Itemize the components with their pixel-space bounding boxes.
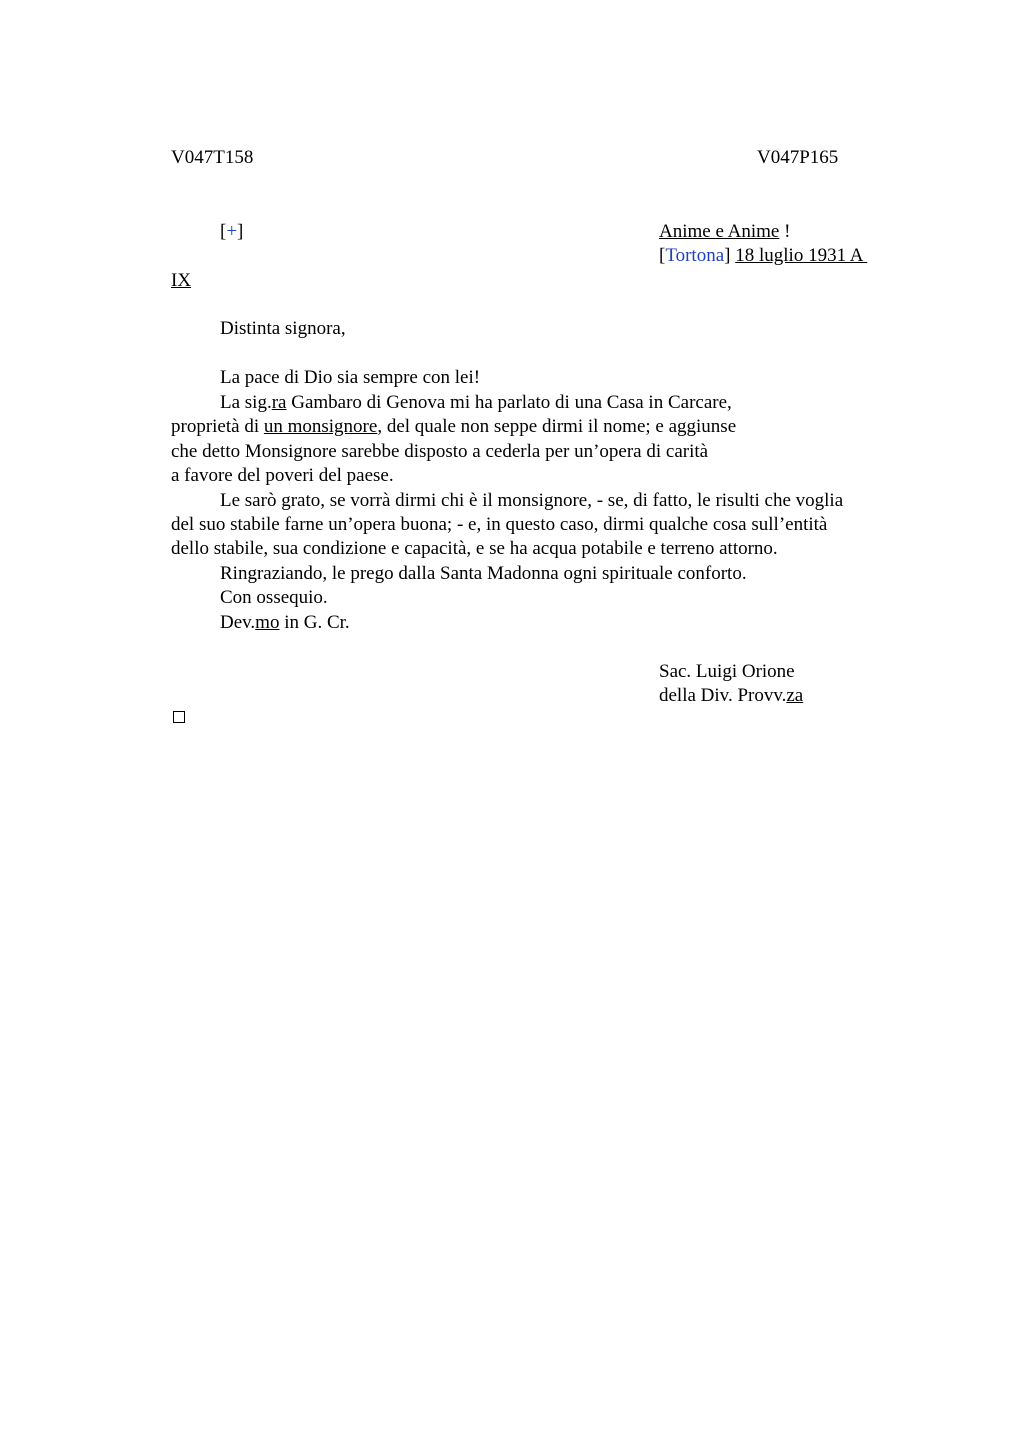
body-line-11-b: in G. Cr. xyxy=(279,612,350,633)
signature-title xyxy=(659,684,803,708)
place-date xyxy=(659,244,867,268)
body-line-2 xyxy=(220,391,732,415)
header-left-code: V047T158 xyxy=(171,147,254,168)
end-checkbox-icon xyxy=(173,711,185,723)
date-continuation: IX xyxy=(171,270,192,291)
body-line-8: dello stabile, sua condizione e capacità, e se ha acqua potabile e terreno attorno. xyxy=(171,538,778,559)
place-bracket-close: ] xyxy=(724,245,731,266)
signature-name: Sac. Luigi Orione xyxy=(659,661,795,682)
body-line-5: a favore del poveri del paese. xyxy=(171,465,394,486)
body-line-1: La pace di Dio sia sempre con lei! xyxy=(220,367,481,388)
header-right-code: V047P165 xyxy=(757,147,839,168)
date-text: 18 luglio 1931 A xyxy=(735,245,868,266)
motto xyxy=(659,220,790,244)
body-line-6: Le sarò grato, se vorrà dirmi chi è il monsignore, - se, di fatto, le risulti che voglia xyxy=(220,490,844,511)
body-line-11 xyxy=(220,611,350,635)
body-line-10: Con ossequio. xyxy=(220,587,328,608)
place-bracket-open: [ xyxy=(659,245,666,266)
body-line-3 xyxy=(171,415,736,439)
motto-text: Anime e Anime xyxy=(659,221,780,242)
body-line-3-underlined: un monsignore xyxy=(263,416,378,437)
signature-title-a: della Div. Provv. xyxy=(659,685,787,706)
body-line-7: del suo stabile farne un’opera buona; - e, in questo caso, dirmi qualche cosa sull’entità xyxy=(171,514,828,535)
cross-bracket-close: ] xyxy=(237,221,244,242)
signature-title-abbr: za xyxy=(786,685,804,706)
body-line-11-abbr: mo xyxy=(255,612,280,633)
body-line-2-a: La sig. xyxy=(220,392,272,413)
place-name: Tortona xyxy=(665,245,725,266)
cross-mark xyxy=(220,220,243,244)
body-line-2-abbr: ra xyxy=(271,392,287,413)
body-line-3-a: proprietà di xyxy=(171,416,264,437)
salutation: Distinta signora, xyxy=(220,318,346,339)
motto-suffix: ! xyxy=(779,221,791,242)
cross-bracket-open: [ xyxy=(220,221,227,242)
body-line-3-b: , del quale non seppe dirmi il nome; e aggiunse xyxy=(377,416,737,437)
body-line-9: Ringraziando, le prego dalla Santa Madonna ogni spirituale conforto. xyxy=(220,563,747,584)
body-line-11-a: Dev. xyxy=(220,612,256,633)
body-line-2-b: Gambaro di Genova mi ha parlato di una Casa in Carcare, xyxy=(286,392,732,413)
cross-symbol: + xyxy=(226,221,238,242)
body-line-4: che detto Monsignore sarebbe disposto a cederla per un’opera di carità xyxy=(171,441,709,462)
